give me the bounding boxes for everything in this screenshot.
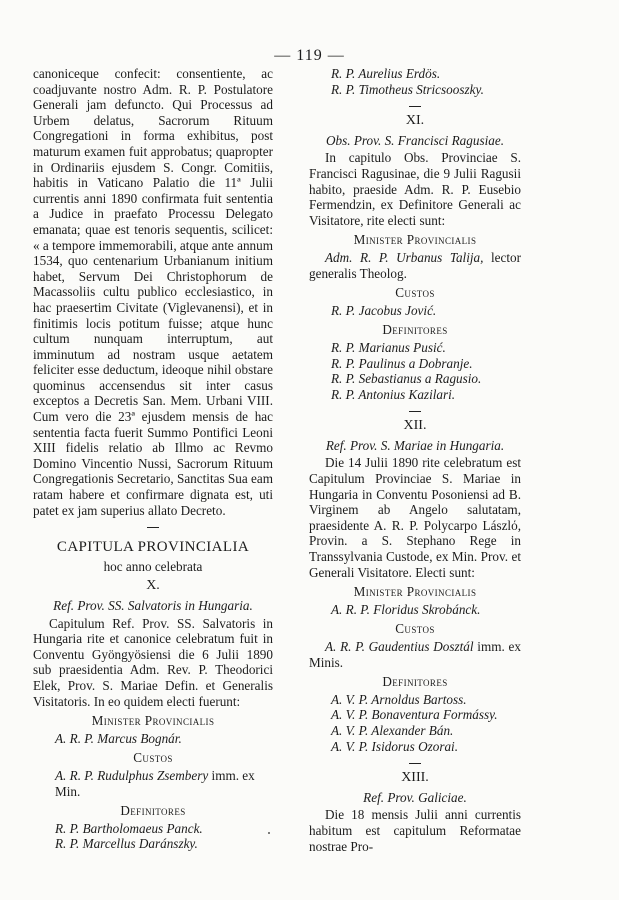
intro-paragraph: canoniceque confecit: consentiente, ac coadjuvante nostro Adm. R. P. Postulatore Generali jam defuncto. Qui Processus ad Urbem delatus, Sacrorum Rituum Congregationi in forma exhibitus, post maturum examen fuit approbatus; quapropter in Ordinariis ejusdem S. Congr. Comitiis, habitis in Vaticano Palatio die 11ª Julii currentis anni 1890 confirmata fuit sententia a Judice in praefato Processu Delegato emanata; quae est tenoris sequentis, scilicet: « a tempore immemorabili, atque ante annum 1534, quo centenarium Urbanianum initium habet, Servum Dei Christophorum de Macassoliis cultu publico ecclesiastico, in hac praesertim Civitate (Viglevanensi), et in finitimis locis potitum fuisse; atque hunc cultum nunquam interruptum, aut imminutum ad nostram usque aetatem feliciter esse deductum, ideoque nihil obstare quominus accensendus sit inter casus exceptos a Decretis San. Mem. Urbani VIII. Cum vero die 23ª ejusdem mensis de hac sententia facta fuerit Summo Pontifici Leoni XIII fidelis relatio ab Illmo ac Revmo Domino Vincentio Nussi, Sacrorum Rituum Congregationis Secretario, Sanctitas Sua eam ratam habere et confirmare dignata est, uti patet ex jam superius allato Decreto. [33,66,273,518]
section-x-custos [33,768,273,799]
section-xii-custos-label: Custos [395,621,435,637]
section-x-minister-label: Minister Provincialis [91,713,215,729]
section-divider [147,527,159,528]
capitula-subtitle: hoc anno celebrata [103,558,203,574]
section-xi-custos: R. P. Jacobus Jović. [331,302,437,318]
section-xii-definitor: A. V. P. Alexander Bán. [331,722,454,738]
section-xii-definitor: A. V. P. Arnoldus Bartoss. [331,691,467,707]
section-divider [409,411,421,412]
section-xi-definitor: R. P. Marianus Pusić. [331,339,446,355]
section-xii-minister: A. R. P. Floridus Skrobánck. [331,601,481,617]
section-xi-definitor: R. P. Antonius Kazilari. [331,386,456,402]
section-xii-definitor: A. V. P. Bonaventura Formássy. [331,707,498,723]
section-xiii-numeral: XIII. [401,770,429,786]
section-x-definitores-label: Definitores [120,803,186,819]
section-x-heading: Ref. Prov. SS. Salvatoris in Hungaria. [53,598,253,613]
section-xi-definitor: R. P. Paulinus a Dobranje. [331,355,473,371]
left-column [33,66,273,852]
section-xi-definitor: R. P. Sebastianus a Ragusio. [331,371,482,387]
continued-definitor: R. P. Aurelius Erdös. [331,66,441,81]
section-x-body: Capitulum Ref. Prov. SS. Salvatoris in Hungaria rite et canonice celebratum fuit in Conventu Gyöngyösiensi die 6 Julii 1890 sub praesidentia Adm. Rev. P. Theodorici Elek, Prov. S. Mariae Defin. et Generalis Visitatoris. In eo quidem electi fuerunt: [33,615,273,709]
section-x-minister: A. R. P. Marcus Bognár. [55,730,182,746]
section-x-custos-suffix: imm. ex Min. [55,767,255,799]
section-xi-minister-suffix: lector generalis Theolog. [309,249,521,281]
section-xi-numeral: XI. [405,113,425,129]
section-xii-custos-name: A. R. P. Gaudentius Dosztál [325,639,474,654]
page-number: — 119 — [274,47,345,64]
section-xi-minister-label: Minister Provincialis [353,232,477,248]
section-xi-body: In capitulo Obs. Provinciae S. Francisci Ragusinae, die 9 Julii Ragusii habito, praeside Adm. R. P. Eusebio Fermendzin, ex Definitore Generali ac Visitatore, rite electi sunt: [309,150,521,228]
section-xi-minister-name: Adm. R. P. Urbanus Talija, [325,249,484,265]
section-xii-numeral: XII. [403,418,427,434]
section-xii-definitores-label: Definitores [382,674,448,690]
section-xii-body: Die 14 Julii 1890 rite celebratum est Capitulum Provinciae S. Mariae in Hungaria in Conventu Posoniensi ad B. Virginem ab Angelo salutatam, praesidente A. R. P. Polycarpo Lászlό, Provin. a S. Stephano Rege in Transsylvania Custode, ex Min. Prov. et Generali Visitatore. Electi sunt: [309,455,521,580]
section-xiii-body: Die 18 mensis Julii anni currentis habitum est capitulum Reformatae nostrae Pro- [309,807,521,854]
section-divider [409,763,421,764]
section-xii-minister-label: Minister Provincialis [353,584,477,600]
capitula-title: CAPITULA PROVINCIALIA [56,539,250,556]
section-xii-definitor: A. V. P. Isidorus Ozorai. [331,738,459,754]
section-x-definitor: R. P. Bartholomaeus Panck. [55,820,203,836]
section-xi-definitores-label: Definitores [382,322,448,338]
section-xii-custos-suffix: imm. ex Minis. [309,639,521,670]
print-speck [268,832,270,834]
section-x-definitor: R. P. Marcellus Daránszky. [55,836,198,852]
section-x-custos-name: A. R. P. Rudulphus Zsembery [55,767,209,783]
section-xi-minister [309,250,521,281]
section-xiii-heading: Ref. Prov. Galiciae. [363,789,467,805]
continued-definitor: R. P. Timotheus Stricsooszky. [331,81,484,97]
section-xii-heading: Ref. Prov. S. Mariae in Hungaria. [325,437,505,453]
section-xi-custos-label: Custos [395,285,435,301]
section-x-numeral: X. [146,578,160,594]
section-xi-heading: Obs. Prov. S. Francisci Ragusiae. [325,132,504,148]
section-xii-custos [309,639,521,670]
right-column [309,66,521,854]
section-x-custos-label: Custos [133,750,173,766]
section-divider [409,106,421,107]
